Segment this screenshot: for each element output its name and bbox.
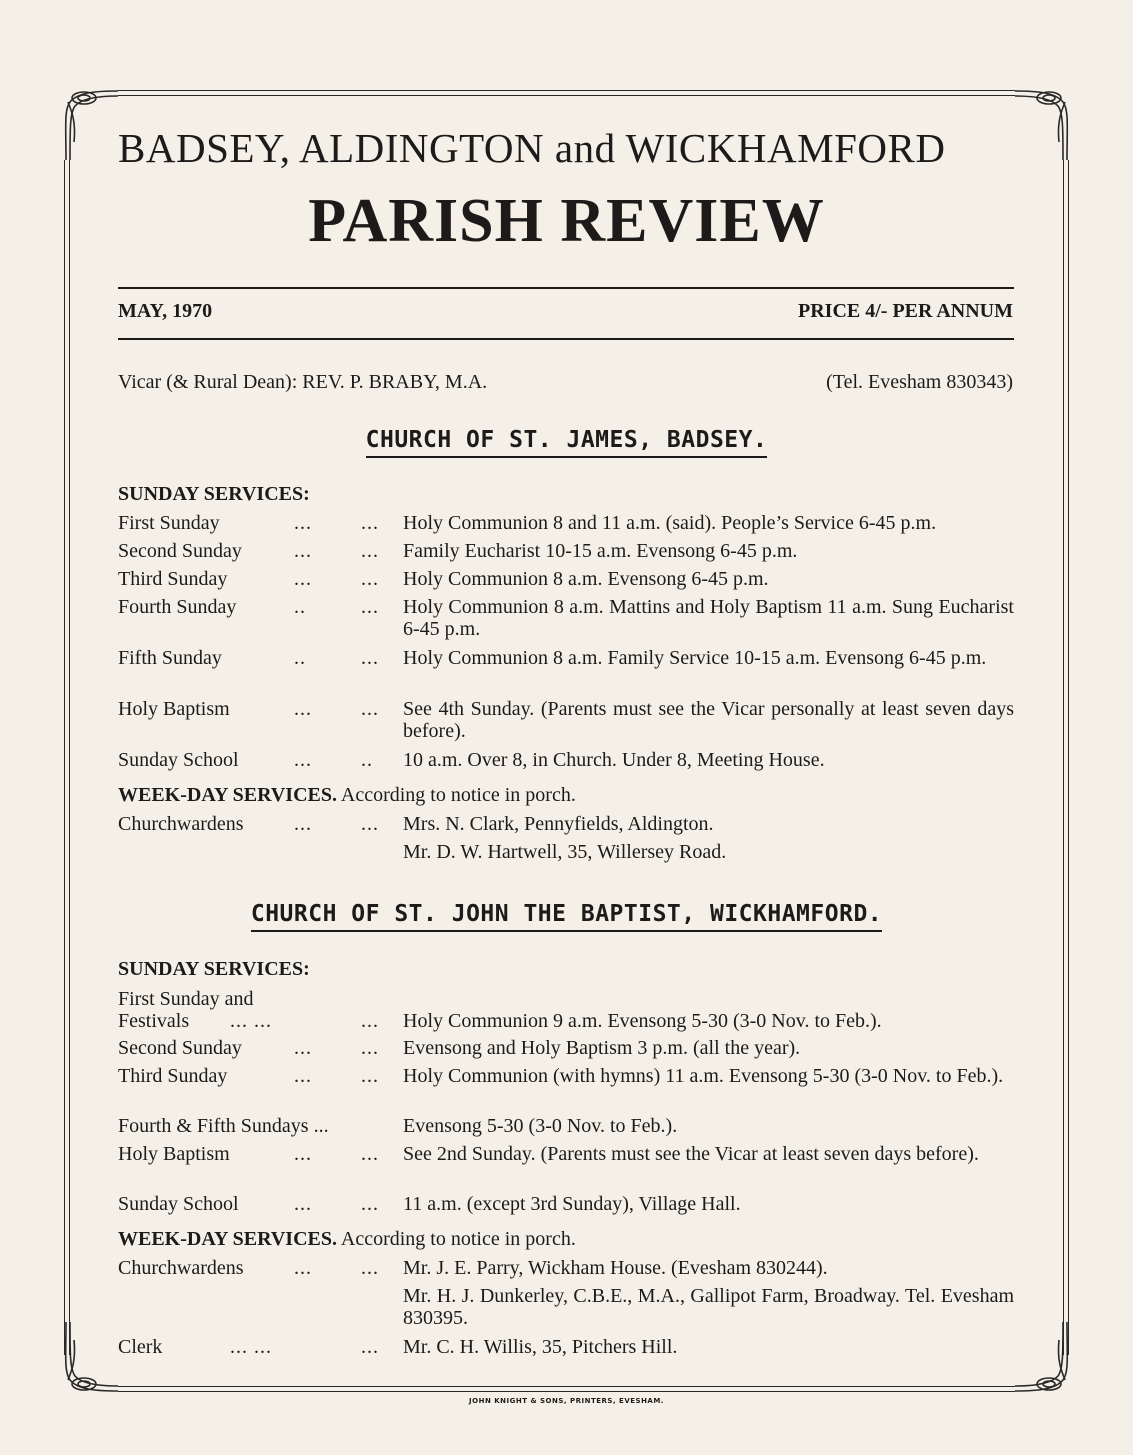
service-day-label: Holy Baptism (118, 1143, 230, 1165)
vicar-line: Vicar (& Rural Dean): REV. P. BRABY, M.A. (118, 371, 488, 393)
border-line (64, 160, 65, 1355)
service-details: Evensong and Holy Baptism 3 p.m. (all the year). (403, 1037, 801, 1059)
service-leader-dots: ... (361, 1143, 379, 1165)
divider (118, 338, 1014, 340)
service-day-label: Third Sunday (118, 1065, 228, 1087)
service-leader-dots: .. (361, 749, 373, 771)
service-day-label: Sunday School (118, 1193, 239, 1215)
issue-price: PRICE 4/- PER ANNUM (798, 300, 1013, 322)
border-line (118, 1391, 1015, 1392)
issue-date: MAY, 1970 (118, 300, 213, 322)
border-line (69, 160, 70, 1355)
service-leader-dots: ... (294, 512, 312, 534)
masthead-title-line: BADSEY, ALDINGTON and WICKHAMFORD (118, 125, 946, 171)
service-leader-dots: ... (361, 647, 379, 669)
service-day-label: Fifth Sunday (118, 647, 222, 669)
service-leader-dots: ... (294, 540, 312, 562)
border-line (1063, 160, 1064, 1355)
service-day-label: Holy Baptism (118, 698, 230, 720)
service-details: 11 a.m. (except 3rd Sunday), Village Hall. (403, 1193, 741, 1215)
weekday-services-line: WEEK-DAY SERVICES. According to notice in porch. (118, 1228, 576, 1250)
service-leader-dots: ... (294, 1065, 312, 1087)
service-details: Holy Communion 8 a.m. Mattins and Holy Baptism 11 a.m. Sung Eucharist 6-45 p.m. (403, 596, 1014, 640)
service-details: Family Eucharist 10-15 a.m. Evensong 6-45 p.m. (403, 540, 798, 562)
service-leader-dots: .. (294, 647, 306, 669)
church-heading-badsey: CHURCH OF ST. JAMES, BADSEY. (0, 427, 1133, 453)
service-leader-dots: ... (294, 1143, 312, 1165)
divider (118, 287, 1014, 289)
service-details: See 4th Sunday. (Parents must see the Vicar personally at least seven days before). (403, 698, 1014, 742)
service-leader-dots: ... (361, 540, 379, 562)
service-day-label: Third Sunday (118, 568, 228, 590)
border-line (1068, 160, 1069, 1355)
service-leader-dots: ... (361, 698, 379, 720)
vicar-telephone: (Tel. Evesham 830343) (826, 371, 1013, 393)
service-leader-dots: ... (361, 512, 379, 534)
service-day-label: Second Sunday (118, 540, 242, 562)
service-leader-dots: ... (294, 568, 312, 590)
service-day-label: First Sunday (118, 512, 220, 534)
service-details: Holy Communion 8 a.m. Family Service 10-15 a.m. Evensong 6-45 p.m. (403, 647, 987, 669)
border-line (118, 90, 1015, 91)
service-day-label: Second Sunday (118, 1037, 242, 1059)
sunday-services-heading: SUNDAY SERVICES: (118, 958, 310, 980)
service-details: Holy Communion (with hymns) 11 a.m. Evensong 5-30 (3-0 Nov. to Feb.). (403, 1065, 1004, 1087)
service-day-label: Fourth & Fifth Sundays ... (118, 1115, 329, 1137)
weekday-services-line: WEEK-DAY SERVICES. According to notice in porch. (118, 784, 576, 806)
service-leader-dots: ... (294, 1037, 312, 1059)
sunday-services-heading: SUNDAY SERVICES: (118, 483, 310, 505)
church-heading-wickhamford: CHURCH OF ST. JOHN THE BAPTIST, WICKHAMFORD. (0, 901, 1133, 927)
service-details: 10 a.m. Over 8, in Church. Under 8, Meeting House. (403, 749, 825, 771)
service-leader-dots: ... (361, 596, 379, 618)
service-leader-dots: ... (361, 568, 379, 590)
service-leader-dots: ... (361, 1065, 379, 1087)
service-details: See 2nd Sunday. (Parents must see the Vicar at least seven days before). (403, 1143, 979, 1165)
service-day-label: Sunday School (118, 749, 239, 771)
service-details: Holy Communion 8 and 11 a.m. (said). People’s Service 6-45 p.m. (403, 512, 937, 534)
printer-imprint: JOHN KNIGHT & SONS, PRINTERS, EVESHAM. (469, 1397, 664, 1405)
masthead-title: PARISH REVIEW (308, 187, 825, 255)
service-leader-dots: ... (361, 1037, 379, 1059)
service-details: Holy Communion 8 a.m. Evensong 6-45 p.m. (403, 568, 769, 590)
service-leader-dots: .. (294, 596, 306, 618)
service-leader-dots: ... (294, 1193, 312, 1215)
service-leader-dots: ... (361, 1193, 379, 1215)
border-line (118, 95, 1015, 96)
service-details: Evensong 5-30 (3-0 Nov. to Feb.). (403, 1115, 678, 1137)
border-line (118, 1386, 1015, 1387)
service-leader-dots: ... (294, 698, 312, 720)
corner-ornament-icon (985, 82, 1075, 172)
service-day-label: Fourth Sunday (118, 596, 237, 618)
service-leader-dots: ... (294, 749, 312, 771)
